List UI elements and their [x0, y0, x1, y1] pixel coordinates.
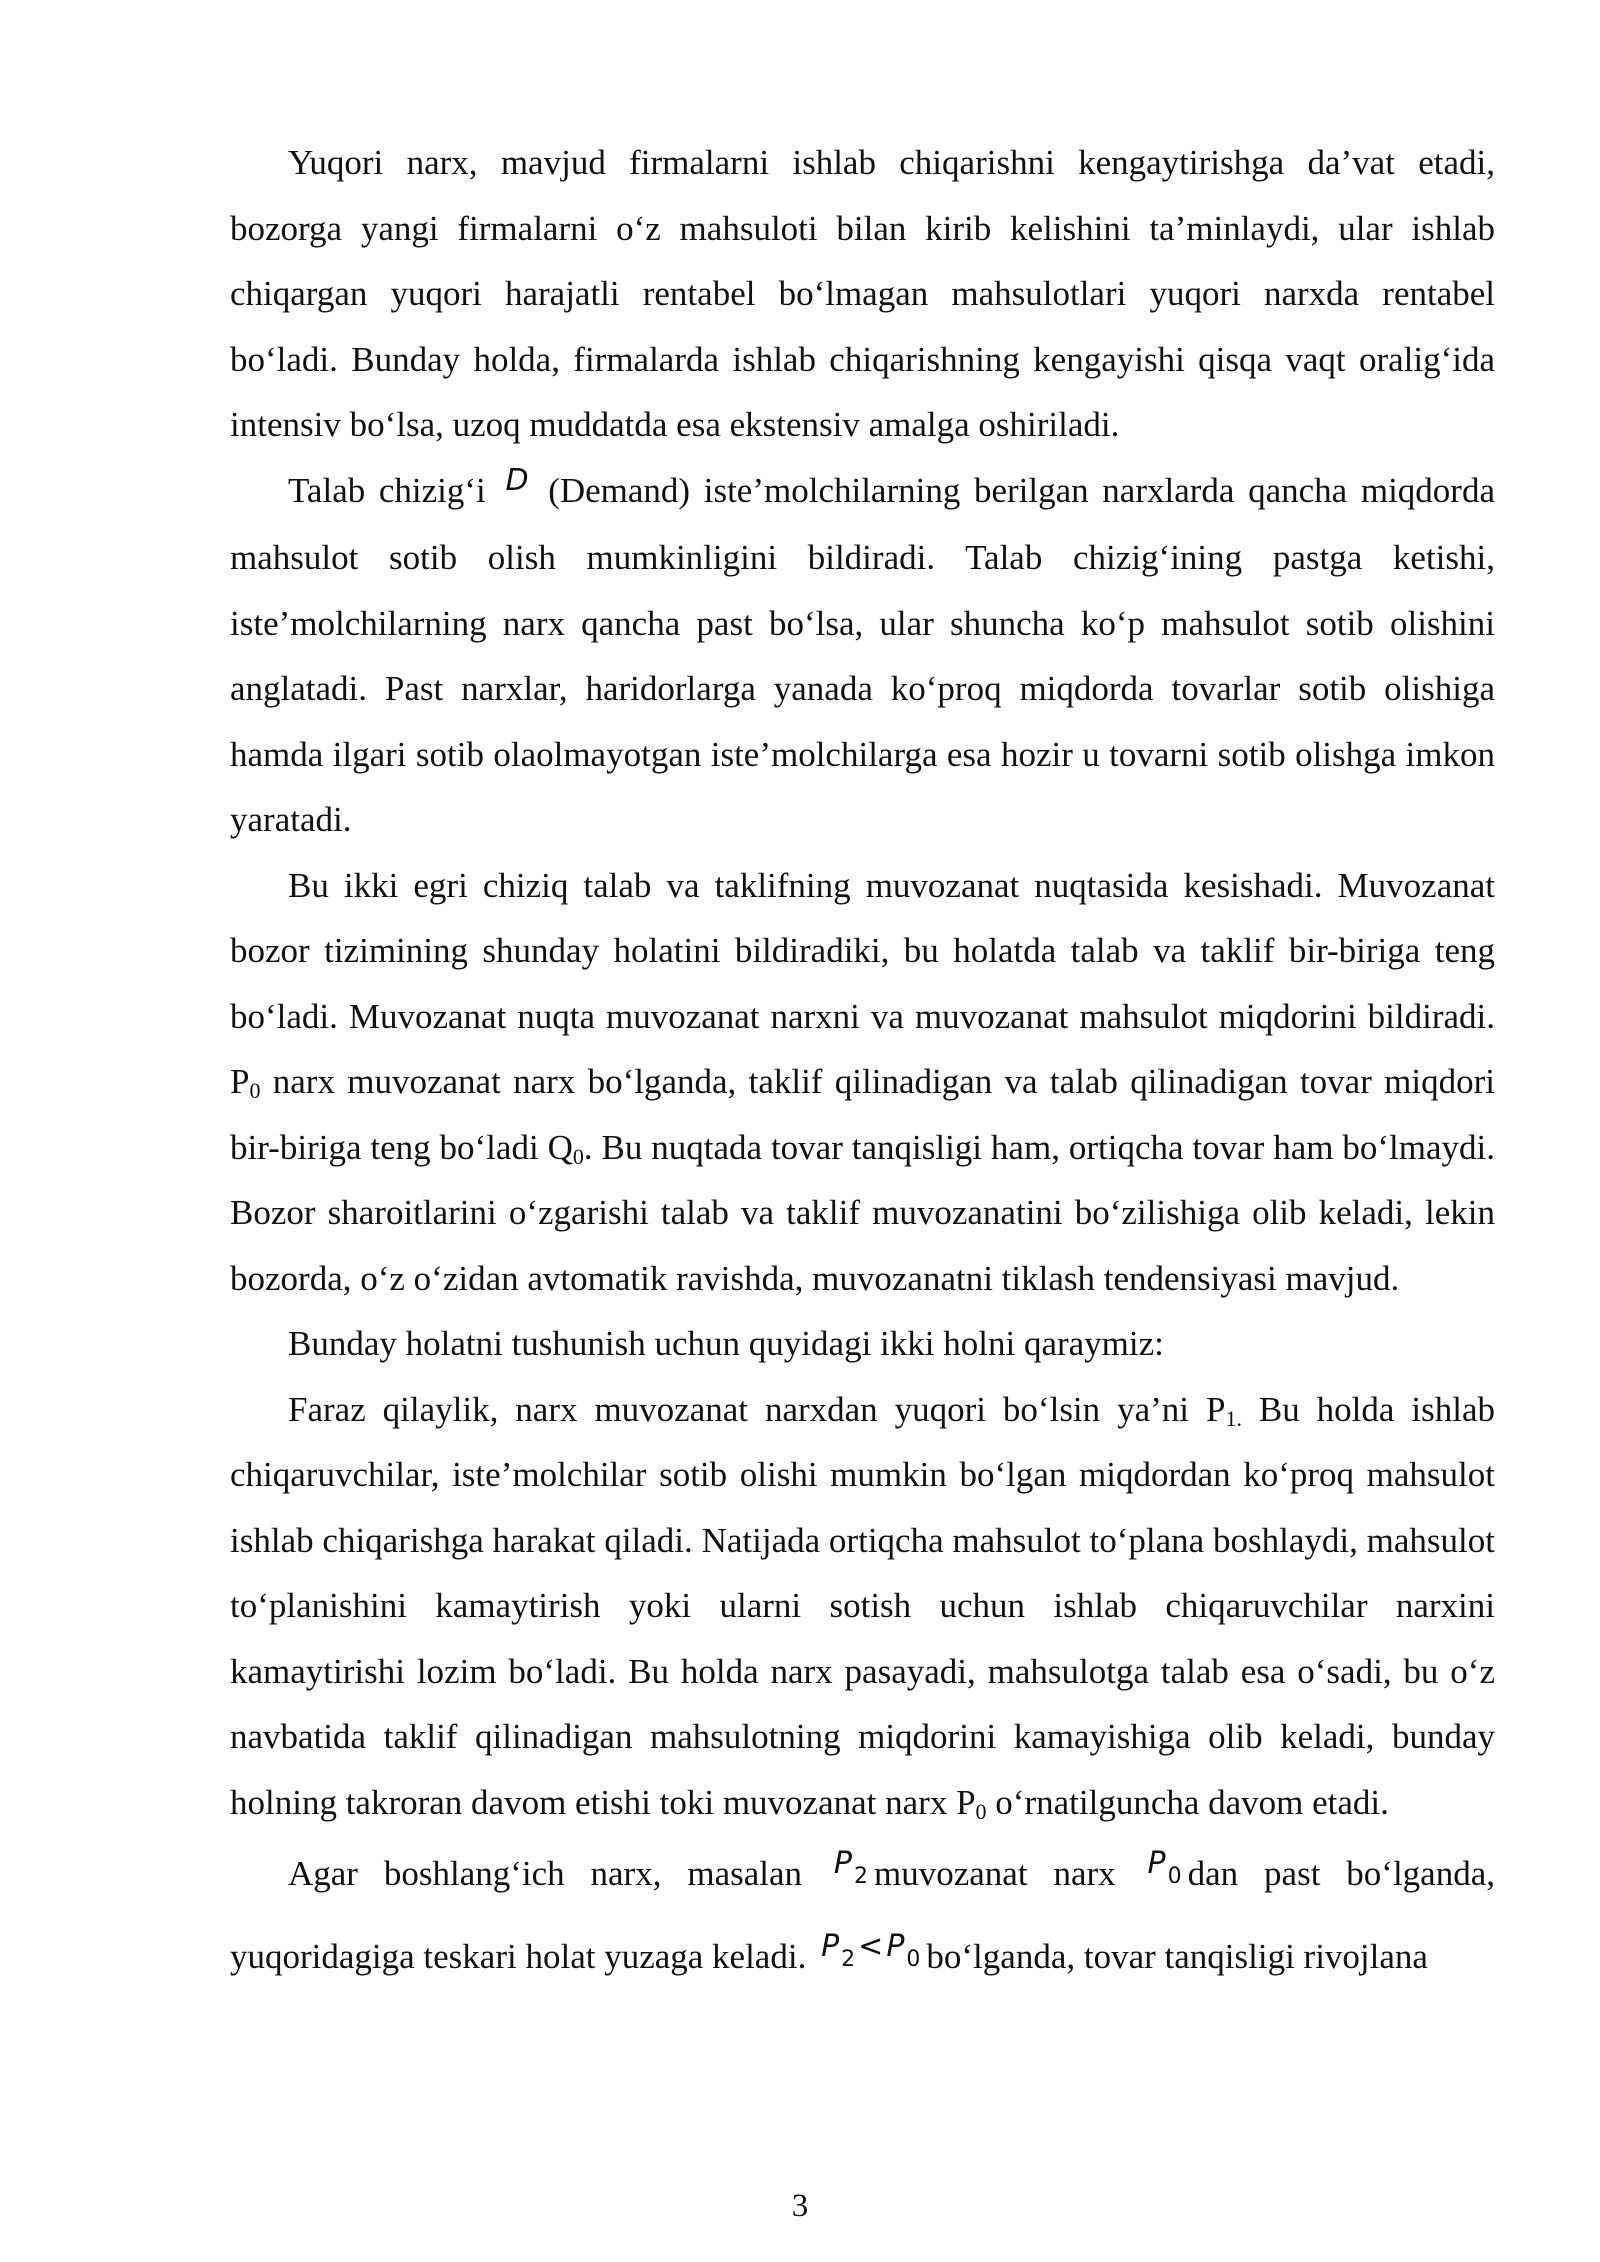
math-letter: P	[821, 1929, 840, 1964]
text-run: narx muvozanat narx bo‘lganda, taklif qilinadigan va talab qilinadigan tovar miqdori bir-biriga teng bo‘ladi Q	[230, 1062, 1495, 1167]
text-run: . Bu nuqtada tovar tanqisligi ham, ortiqcha tovar ham bo‘lmaydi. Bozor sharoitlarini o‘zgarishi talab va taklif muvozanatini bo‘zilishiga olib keladi, lekin bozorda, o‘z o‘zidan avtomatik ravishda, muvozanatni tiklash tendensiyasi mavjud.	[230, 1127, 1496, 1298]
text-run: dan past bo‘lganda, yuqoridagiga teskari holat yuzaga keladi.	[230, 1854, 1496, 1976]
text-run: Faraz qilaylik, narx muvozanat narxdan yuqori bo‘lsin ya’ni P	[288, 1389, 1226, 1429]
text-run: bo‘lganda, tovar tanqisligi rivojlana	[926, 1937, 1428, 1976]
math-inequality	[821, 1929, 921, 1972]
paragraph-2	[230, 458, 1495, 853]
text-run: muvozanat narx	[874, 1854, 1116, 1893]
math-symbol-d: D	[505, 462, 529, 498]
math-index: 0	[1167, 1864, 1182, 1889]
math-index: 2	[854, 1864, 869, 1889]
math-p2	[833, 1846, 869, 1889]
subscript: 0	[249, 1078, 261, 1103]
text-run: (Demand) iste’molchilarning berilgan narxlarda qancha miqdorda mahsulot sotib olish mumkinligini bildiradi. Talab chizig‘ining pastga ketishi, iste’molchilarning narx qancha past bo‘lsa, ular shuncha ko‘p mahsulot sotib olishini anglatadi. Past narxlar, haridorlarga yanada ko‘proq miqdorda tovarlar sotib olishiga hamda ilgari sotib olaolmayotgan iste’molchilarga esa hozir u tovarni sotib olishga imkon yaratadi.	[230, 470, 1495, 839]
text-run: Bu ikki egri chiziq talab va taklifning muvozanat nuqtasida kesishadi. Muvozanat bozor tizimining shunday holatini bildiradiki, bu holatda talab va taklif bir-biriga teng bo‘ladi. Muvozanat nuqta muvozanat narxni va muvozanat mahsulot miqdorini bildiradi. P	[230, 865, 1495, 1101]
paragraph-3	[230, 853, 1495, 1312]
text-run: Bu holda ishlab chiqaruvchilar, iste’molchilar sotib olishi mumkin bo‘lgan miqdordan ko‘proq mahsulot ishlab chiqarishga harakat qiladi. Natijada ortiqcha mahsulot to‘plana boshlaydi, mahsulot to‘planishini kamaytirish yoki ularni sotish uchun ishlab chiqaruvchilar narxini kamaytirishi lozim bo‘ladi. Bu holda narx pasayadi, mahsulotga talab esa o‘sadi, bu o‘z navbatida taklif qilinadigan mahsulotning miqdorini kamayishiga olib keladi, bunday holning takroran davom etishi toki muvozanat narx P	[230, 1389, 1495, 1822]
subscript: 0	[975, 1798, 987, 1824]
math-letter: P	[833, 1846, 853, 1881]
text-run: o‘rnatilguncha davom etadi.	[986, 1782, 1389, 1822]
paragraph-6	[230, 1835, 1495, 2001]
math-letter: P	[1147, 1846, 1166, 1881]
math-index: 2	[841, 1947, 856, 1972]
document-page	[230, 130, 1495, 2001]
page-number: 3	[791, 2188, 809, 2224]
math-letter: P	[886, 1929, 905, 1964]
subscript: 1.	[1225, 1405, 1242, 1431]
math-operator: <	[858, 1929, 884, 1964]
subscript: 0	[572, 1143, 584, 1169]
text-run: Talab chizig‘i	[288, 470, 486, 510]
paragraph-1: Yuqori narx, mavjud firmalarni ishlab chiqarishni kengaytirishga da’vat etadi, bozorga yangi firmalarni o‘z mahsuloti bilan kirib kelishini ta’minlaydi, ular ishlab chiqargan yuqori harajatli rentabel bo‘lmagan mahsulotlari yuqori narxda rentabel bo‘ladi. Bunday holda, firmalarda ishlab chiqarishning kengayishi qisqa vaqt oralig‘ida intensiv bo‘lsa, uzoq muddatda esa ekstensiv amalga oshiriladi.	[230, 143, 1495, 444]
math-p0	[1147, 1846, 1182, 1889]
math-index: 0	[906, 1947, 921, 1972]
text-run: Agar boshlang‘ich narx, masalan	[288, 1854, 803, 1893]
paragraph-4: Bunday holatni tushunish uchun quyidagi ikki holni qaraymiz:	[288, 1324, 1164, 1363]
paragraph-5	[230, 1377, 1495, 1836]
